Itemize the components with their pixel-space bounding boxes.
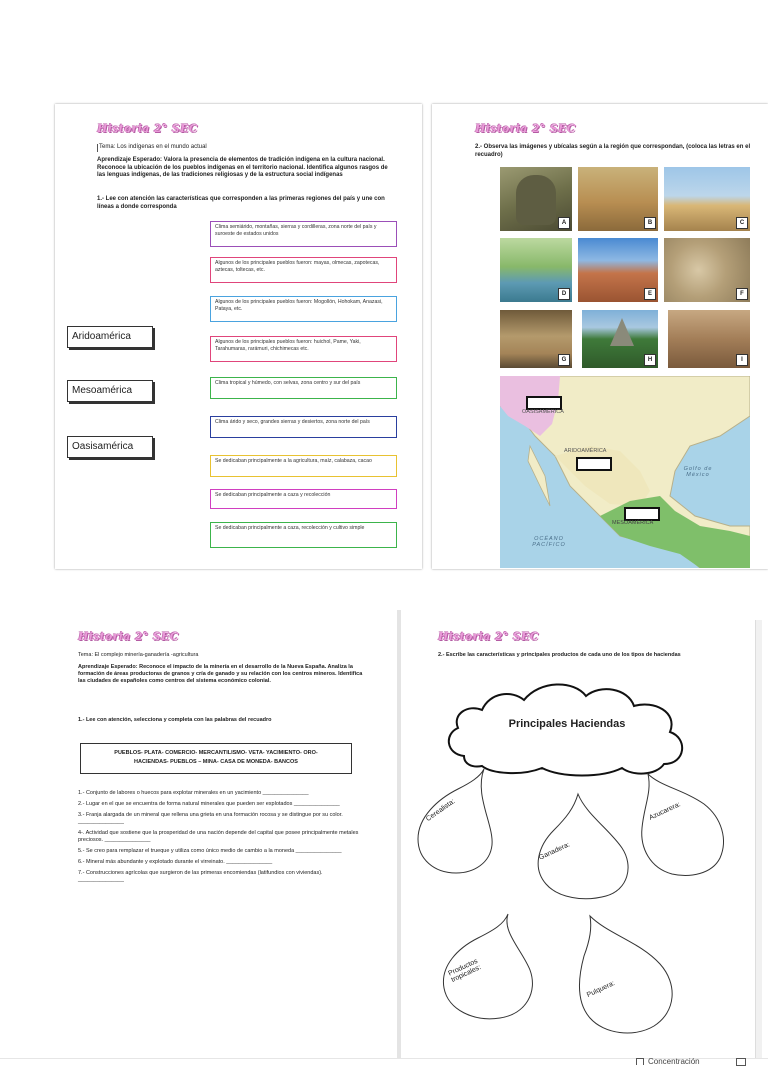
question-list [78, 790, 368, 888]
image-a-olmec-head [500, 167, 572, 231]
aprendizaje-text: Aprendizaje Esperado: Valora la presencia de elementos de tradición indígena en la cultura nacional. Reconoce la ubicación de los pueblos indígenas en el territorio nacional. Identifica algunos rasgos de las lenguas indígenas, de las tradiciones religiosas y de la estructura social indígenas [97, 157, 388, 178]
image-b-hunters [578, 167, 658, 231]
drop-label: Azucarera: [648, 801, 682, 822]
read-mode-icon[interactable] [736, 1058, 746, 1066]
image-label: G [558, 354, 570, 366]
worksheet-page-3 [50, 620, 395, 1067]
map-label-oasisamerica: OASISAMÉRICA [522, 409, 564, 415]
question-2: 2.- Lugar en el que se encuentra de forma natural minerales que pueden ser explotados _______________ [78, 801, 340, 807]
image-label: I [736, 354, 748, 366]
aprendizaje-text: Aprendizaje Esperado: Reconoce el impacto de la minería en el desarrollo de la Nueva España. Analiza la formación de áreas productoras de granos y cría de ganado y su relación con los centros mineros. Identifica las ciudades de españoles como centros del sistema económico colonial. [78, 664, 363, 684]
question-6: 6.- Mineral más abundante y explotado durante el virreinato. _______________ [78, 859, 273, 865]
instruction-text: 2.- Escribe las características y principales productos de cada uno de los tipos de haciendas [438, 652, 681, 658]
page-divider [397, 610, 401, 1060]
vertical-scrollbar[interactable] [755, 620, 762, 1060]
drop-label: Ganadera: [538, 841, 572, 862]
drop-ganadera[interactable] [524, 790, 636, 900]
region-mesoamerica[interactable]: Mesoamérica [67, 380, 153, 402]
characteristic-box[interactable]: Se dedicaban principalmente a la agricultura, maíz, calabaza, cacao [210, 455, 397, 477]
characteristic-box[interactable]: Clima árido y seco, grandes sierras y desiertos, zona norte del país [210, 416, 397, 438]
characteristic-box[interactable]: Algunos de los principales pueblos fueron: huichol, Pame, Yaki, Tarahumaras, rarámuri, chichimecas etc. [210, 336, 397, 362]
question-4: 4-. Actividad que sostiene que la prosperidad de una nación depende del capital que posee principalmente metales preciosos. _______________ [78, 830, 359, 843]
map-label-golfo: Golfo de México [683, 466, 713, 478]
characteristic-box[interactable]: Algunos de los principales pueblos fueron: Mogollón, Hohokam, Anazasi, Pataya, etc. [210, 296, 397, 322]
answer-box-mesoamerica[interactable] [624, 507, 660, 521]
focus-mode-icon[interactable] [636, 1058, 644, 1065]
focus-mode-label[interactable]: Concentración [648, 1057, 700, 1066]
characteristic-box[interactable]: Se dedicaban principalmente a caza y recolección [210, 489, 397, 509]
region-aridoamerica[interactable]: Aridoamérica [67, 326, 153, 348]
image-i-adobe-ruins [668, 310, 750, 368]
question-1: 1.- Conjunto de labores o huecos para explotar minerales en un yacimiento _______________ [78, 790, 309, 796]
drop-azucarera[interactable] [634, 770, 730, 880]
question-7: 7.- Construcciones agrícolas que surgieron de las primeras encomiendas (latifundios con viviendas). _______________ [78, 870, 323, 883]
worksheet-page-2 [432, 104, 768, 569]
characteristic-box[interactable]: Clima semiárido, montañas, sierras y cordilleras, zona norte del país y suroeste de estados unidos [210, 221, 397, 247]
characteristic-box[interactable]: Se dedicaban principalmente a caza, recolección y cultivo simple [210, 522, 397, 548]
region-oasisamerica[interactable]: Oasisamérica [67, 436, 153, 458]
instruction-text: 1.- Lee con atención las características que corresponden a las primeras regiones del país y une con líneas a donde corresponda [97, 196, 385, 210]
cloud-shape [442, 676, 692, 778]
regions-map [500, 376, 750, 568]
worksheet-page-4 [402, 620, 754, 1060]
image-h-pyramid [582, 310, 658, 368]
answer-box-oasisamerica[interactable] [526, 396, 562, 410]
instruction-text: 1.- Lee con atención, selecciona y completa con las palabras del recuadro [78, 717, 272, 723]
image-g-cliff-dwelling [500, 310, 572, 368]
word-bank-line-2: HACIENDAS- PUEBLOS – MINA- CASA DE MONEDA- BANCOS [134, 759, 298, 765]
drop-productos-tropicales[interactable] [438, 910, 538, 1022]
question-5: 5.- Se creo para remplazar el trueque y utiliza como único medio de cambio a la moneda _______________ [78, 848, 342, 854]
drop-label: Productos tropicales: [447, 957, 483, 984]
drop-cerealista[interactable] [414, 765, 496, 875]
characteristic-box[interactable]: Clima tropical y húmedo, con selvas, zona centro y sur del país [210, 377, 397, 399]
image-label: D [558, 288, 570, 300]
image-e-canyon [578, 238, 658, 302]
image-label: F [736, 288, 748, 300]
tema-text: Tema: Los indígenas en el mundo actual [97, 144, 399, 152]
drop-label: Cerealista: [425, 798, 457, 823]
drop-pulquera[interactable] [568, 912, 680, 1036]
page-header: Historia 2° SEC [475, 122, 576, 135]
word-bank [80, 743, 352, 774]
answer-box-aridoamerica[interactable] [576, 457, 612, 471]
page-header: Historia 2° SEC [97, 122, 198, 135]
word-bank-line-1: PUEBLOS- PLATA- COMERCIO- MERCANTILISMO- VETA- YACIMIENTO- ORO- [114, 750, 318, 756]
cloud-title: Principales Haciendas [508, 718, 626, 730]
page-header: Historia 2° SEC [438, 630, 539, 643]
image-label: A [558, 217, 570, 229]
image-d-chinampa [500, 238, 572, 302]
image-label: E [644, 288, 656, 300]
worksheet-page-1 [55, 104, 422, 569]
image-label: C [736, 217, 748, 229]
map-label-aridoamerica: ARIDOAMÉRICA [564, 448, 607, 454]
page-header: Historia 2° SEC [78, 630, 179, 643]
drop-label: Pulquera: [585, 979, 617, 1000]
map-label-oceano: OCÉANO PACÍFICO [532, 536, 566, 548]
characteristic-box[interactable]: Algunos de los principales pueblos fueron: mayas, olmecas, zapotecas, aztecas, toltecas, etc. [210, 257, 397, 283]
question-3: 3.- Franja alargada de un mineral que rellena una grieta en una formación rocosa y se distingue por su color. _______________ [78, 812, 343, 825]
image-label: H [644, 354, 656, 366]
image-c-desert [664, 167, 750, 231]
map-label-mesoamerica: MESOAMÉRICA [612, 520, 654, 526]
image-label: B [644, 217, 656, 229]
tema-text: Tema: El complejo minería-ganadería -agricultura [78, 652, 199, 658]
instruction-text: 2.- Observa las imágenes y ubícalas según a la región que correspondan, (coloca las letras en el recuadro) [475, 144, 751, 158]
image-f-ruins [664, 238, 750, 302]
